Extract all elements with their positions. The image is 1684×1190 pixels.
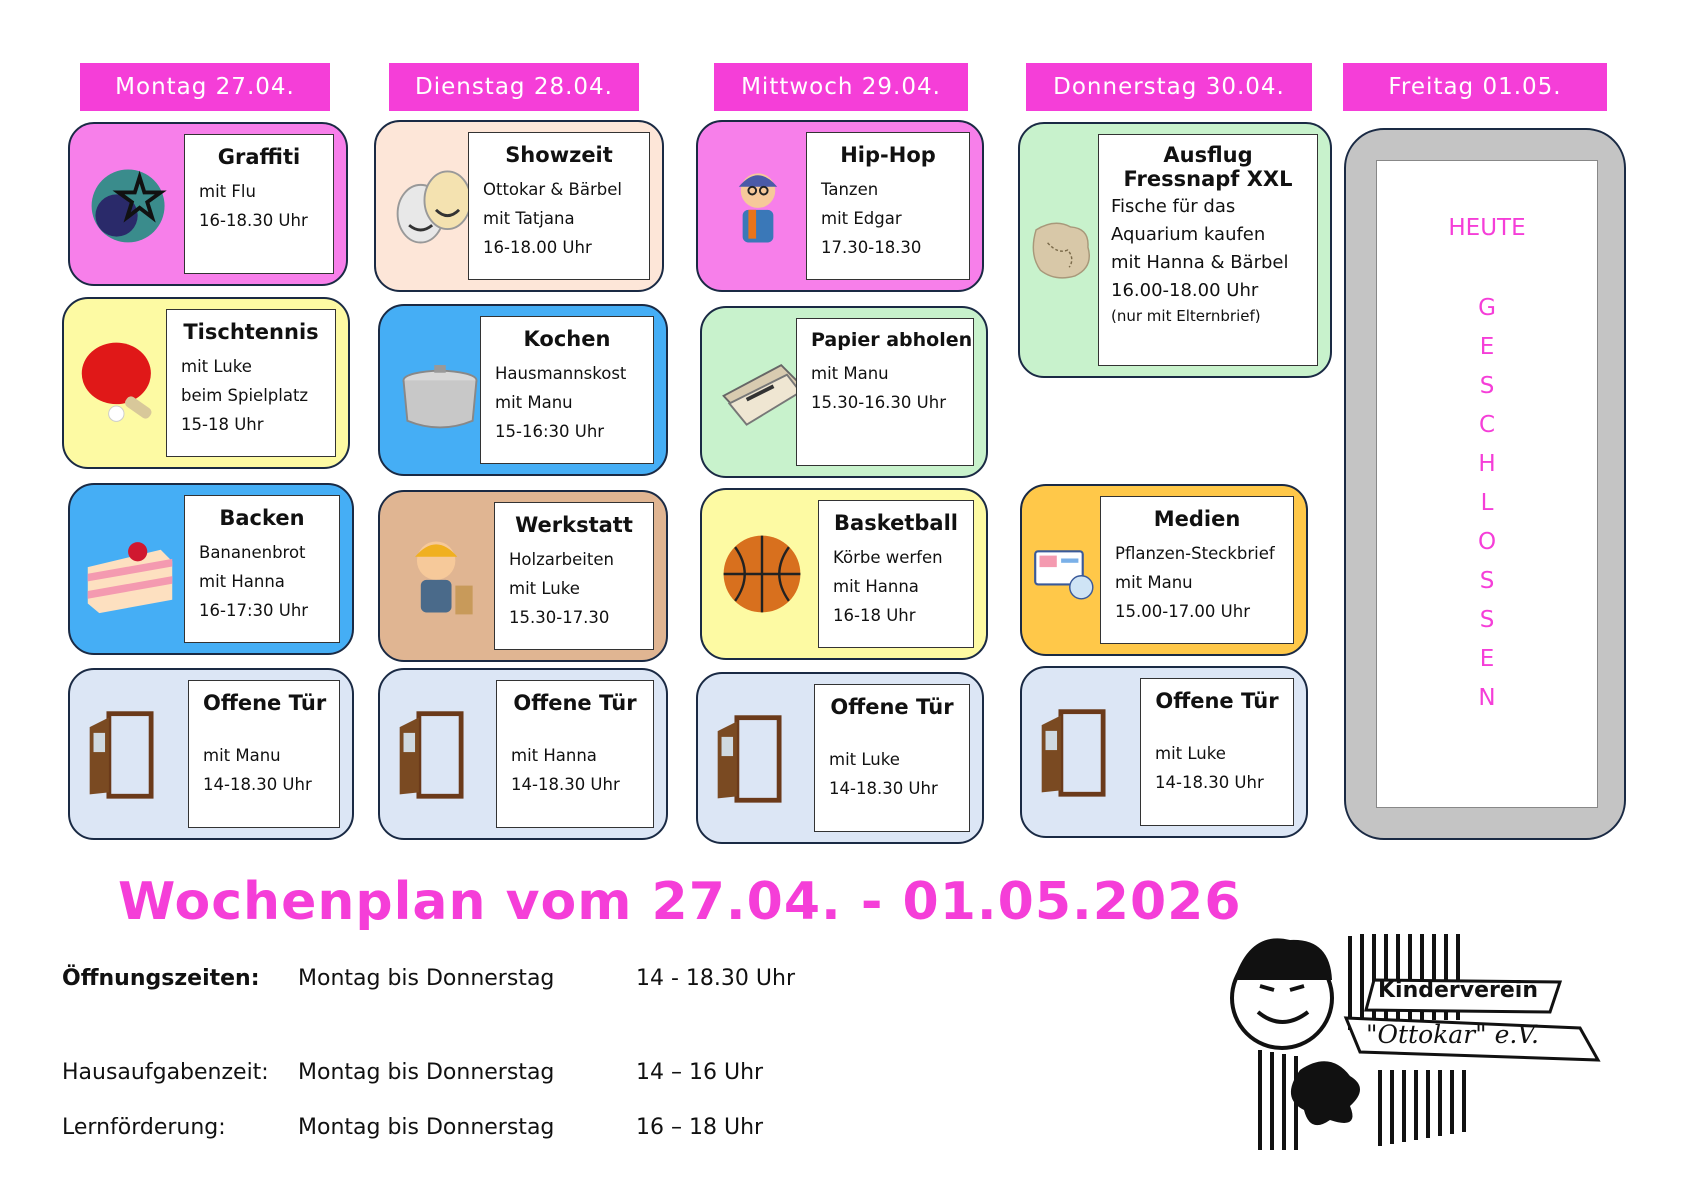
card-offene-tuer-mittwoch: [696, 672, 984, 844]
card-tischtennis: [62, 297, 350, 469]
closed-letter: O: [1477, 529, 1497, 555]
door-icon: [82, 706, 178, 802]
kinderverein-logo: [1220, 920, 1620, 1160]
card-note: (nur mit Elternbrief): [1111, 307, 1261, 325]
closed-letter: S: [1479, 607, 1495, 633]
card-title: Graffiti: [217, 145, 301, 169]
card-line: 15.30-17.30: [509, 608, 610, 627]
card-line: Hausmannskost: [495, 364, 627, 383]
card-line: 15.30-16.30 Uhr: [811, 393, 946, 412]
ping-pong-paddle-icon: [76, 335, 172, 431]
card-basketball: [700, 488, 988, 660]
closed-letter: H: [1478, 451, 1496, 477]
card-medien: [1020, 484, 1308, 656]
graffiti-icon: [82, 156, 178, 252]
door-icon: [392, 706, 488, 802]
card-title: Ausflug: [1163, 143, 1253, 167]
card-line: 16-18 Uhr: [833, 606, 916, 625]
closed-letter: G: [1478, 295, 1496, 321]
card-line: 16-18.30 Uhr: [199, 211, 308, 230]
card-line: Körbe werfen: [833, 548, 943, 567]
closed-letter: E: [1479, 646, 1495, 672]
card-line: 15.00-17.00 Uhr: [1115, 602, 1250, 621]
media-devices-icon: [1028, 534, 1100, 606]
info-days: Montag bis Donnerstag: [298, 1060, 555, 1085]
card-line: Bananenbrot: [199, 543, 306, 562]
card-kochen: [378, 304, 668, 476]
card-papier-abholen: [700, 306, 988, 478]
card-line: 15-16:30 Uhr: [495, 422, 605, 441]
card-line: 15-18 Uhr: [181, 415, 264, 434]
card-line: mit Luke: [181, 357, 252, 376]
info-label-oeffnungszeiten: Öffnungszeiten:: [62, 966, 260, 991]
card-hiphop: [696, 120, 984, 292]
card-line: 14-18.30 Uhr: [1155, 773, 1264, 792]
card-line: beim Spielplatz: [181, 386, 309, 405]
closed-panel-freitag: [1344, 128, 1626, 840]
card-line: Pflanzen-Steckbrief: [1115, 544, 1275, 563]
card-offene-tuer-donnerstag: [1020, 666, 1308, 838]
closed-letter: E: [1479, 334, 1495, 360]
day-header-freitag: Freitag 01.05.: [1343, 63, 1607, 111]
card-title: Offene Tür: [513, 691, 637, 715]
card-line: 16.00-18.00 Uhr: [1111, 280, 1259, 301]
card-title: Offene Tür: [1155, 689, 1279, 713]
card-subtitle: Fressnapf XXL: [1123, 167, 1293, 191]
card-title: Papier abholen: [811, 329, 973, 351]
cake-icon: [82, 521, 178, 617]
card-line: 14-18.30 Uhr: [203, 775, 312, 794]
closed-letter: C: [1478, 412, 1496, 438]
info-time: 14 – 16 Uhr: [636, 1060, 764, 1085]
card-werkstatt: [378, 490, 668, 662]
page-title: Wochenplan vom 27.04. - 01.05.2026: [118, 872, 1242, 932]
card-offene-tuer-montag: [68, 668, 354, 840]
card-title: Tischtennis: [183, 320, 319, 344]
card-title: Kochen: [523, 327, 611, 351]
info-label-lernfoerderung: Lernförderung:: [62, 1115, 226, 1140]
door-icon: [710, 710, 806, 806]
treasure-map-icon: [1026, 207, 1098, 293]
card-line: mit Manu: [1115, 573, 1193, 592]
closed-heute-label: HEUTE: [1448, 215, 1526, 241]
card-title: Backen: [219, 506, 305, 530]
card-line: mit Luke: [1155, 744, 1226, 763]
closed-letter: N: [1478, 685, 1496, 711]
card-line: mit Hanna & Bärbel: [1111, 252, 1289, 273]
card-line: mit Luke: [829, 750, 900, 769]
card-title: Werkstatt: [515, 513, 633, 537]
worker-kid-icon: [392, 528, 488, 624]
card-offene-tuer-dienstag: [378, 668, 668, 840]
card-line: mit Luke: [509, 579, 580, 598]
card-title: Hip-Hop: [840, 143, 936, 167]
card-line: 16-17:30 Uhr: [199, 601, 309, 620]
day-header-montag: Montag 27.04.: [80, 63, 330, 111]
card-title: Offene Tür: [203, 691, 327, 715]
card-line: Aquarium kaufen: [1111, 224, 1266, 245]
card-line: mit Edgar: [821, 209, 902, 228]
card-line: 14-18.30 Uhr: [829, 779, 938, 798]
day-header-mittwoch: Mittwoch 29.04.: [714, 63, 968, 111]
card-line: Fische für das: [1111, 196, 1236, 217]
card-line: 17.30-18.30: [821, 238, 922, 257]
card-line: mit Manu: [495, 393, 573, 412]
card-line: mit Flu: [199, 182, 256, 201]
card-title: Offene Tür: [830, 695, 954, 719]
card-line: Tanzen: [821, 180, 879, 199]
door-icon: [1034, 704, 1130, 800]
basketball-icon: [714, 526, 810, 622]
logo-line-2: "Ottokar" e.V.: [1366, 1020, 1539, 1049]
card-line: Holzarbeiten: [509, 550, 614, 569]
dancer-kid-icon: [710, 158, 806, 254]
card-title: Showzeit: [505, 143, 613, 167]
closed-letter: L: [1480, 490, 1494, 516]
info-days: Montag bis Donnerstag: [298, 966, 555, 991]
card-showzeit: [374, 120, 664, 292]
closed-letter: S: [1479, 373, 1495, 399]
closed-letter: S: [1479, 568, 1495, 594]
card-line: mit Manu: [811, 364, 889, 383]
info-time: 14 - 18.30 Uhr: [636, 966, 795, 991]
card-title: Medien: [1153, 507, 1241, 531]
card-line: mit Hanna: [199, 572, 285, 591]
card-line: mit Tatjana: [483, 209, 575, 228]
closed-panel-inner: [1376, 160, 1598, 808]
closed-letters: [1377, 289, 1597, 718]
card-backen: [68, 483, 354, 655]
card-line: 16-18.00 Uhr: [483, 238, 592, 257]
logo-line-1: Kinderverein: [1378, 978, 1539, 1003]
card-line: Ottokar & Bärbel: [483, 180, 622, 199]
info-days: Montag bis Donnerstag: [298, 1115, 555, 1140]
card-ausflug: [1018, 122, 1332, 378]
card-line: mit Manu: [203, 746, 281, 765]
card-line: mit Hanna: [511, 746, 597, 765]
info-time: 16 – 18 Uhr: [636, 1115, 764, 1140]
info-label-hausaufgabenzeit: Hausaufgabenzeit:: [62, 1060, 269, 1085]
card-line: mit Hanna: [833, 577, 919, 596]
cooking-pot-icon: [392, 342, 488, 438]
card-graffiti: [68, 122, 348, 286]
day-header-dienstag: Dienstag 28.04.: [389, 63, 639, 111]
day-header-donnerstag: Donnerstag 30.04.: [1026, 63, 1312, 111]
card-line: 14-18.30 Uhr: [511, 775, 620, 794]
card-title: Basketball: [834, 511, 958, 535]
